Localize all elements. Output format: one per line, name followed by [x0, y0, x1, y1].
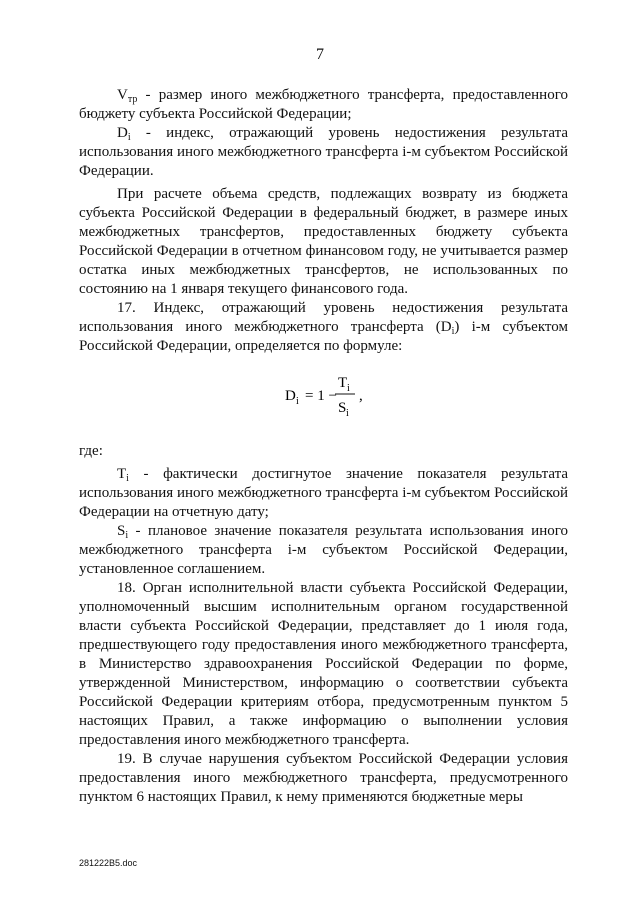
p17-after: ) i-м субъектом Российской Федерации, определяется по формуле: — [79, 319, 568, 354]
footer-filename: 281222B5.doc — [79, 858, 138, 868]
formula-equals: = 1 − — [305, 388, 337, 404]
si-text: - плановое значение показателя результата использования иного межбюджетного трансферта i-м субъектом Российской Федерации, установленное соглашением. — [79, 523, 568, 577]
paragraph-17 — [79, 299, 568, 356]
symbol-d-subscript: i — [127, 132, 131, 143]
symbol-s-subscript: i — [125, 530, 129, 541]
p17-subscript: i — [451, 326, 455, 337]
paragraph-18: 18. Орган исполнительной власти субъекта Российской Федерации, уполномоченный высшим исполнительным органом государственной власти субъекта Российской Федерации, представляет до 1 июля года, предшествующего году предоставления иного межбюджетного трансферта, в Министерство здравоохранения Российской Федерации по форме, утвержденной Министерством, информацию о соответствии субъекта Российской Федерации критериям отбора, предусмотренным пунктом 5 настоящих Правил, а также информацию о выполнении условия предоставления иного межбюджетного трансферта. — [79, 580, 568, 748]
formula-numerator: T — [338, 375, 348, 391]
symbol-t-subscript: i — [126, 473, 129, 484]
v-tr-text: - размер иного межбюджетного трансферта, предоставленного бюджету субъекта Российской Федерации; — [79, 87, 568, 122]
symbol-v: V — [117, 87, 128, 103]
paragraph-ti-definition — [79, 465, 568, 522]
ti-text: - фактически достигнутое значение показателя результата использования иного межбюджетного трансферта i-м субъектом Российской Федерации на отчетную дату; — [79, 466, 568, 520]
symbol-d: D — [117, 125, 128, 141]
where-label: где: — [79, 443, 103, 459]
formula-comma: , — [359, 388, 363, 404]
paragraph-v-tr-definition — [79, 86, 568, 124]
paragraph-19: 19. В случае нарушения субъектом Российской Федерации условия предоставления иного межбюджетного трансферта, предусмотренного пунктом 6 настоящих Правил, к нему применяются бюджетные меры — [79, 751, 568, 805]
formula-lhs: D — [285, 388, 296, 404]
document-body — [79, 86, 568, 807]
symbol-v-subscript: тр — [127, 94, 138, 105]
paragraph-calculation-note: При расчете объема средств, подлежащих возврату из бюджета субъекта Российской Федерации в федеральный бюджет, в размере иных межбюджетных трансфертов, предоставленных бюджету субъекта Российской Федерации в отчетном финансовом году, не учитывается размер остатка иных межбюджетных трансфертов, не использованных по состоянию на 1 января текущего финансового года. — [79, 186, 568, 297]
formula-denominator-sub: i — [346, 408, 349, 419]
formula-lhs-sub: i — [296, 396, 299, 407]
paragraph-si-definition — [79, 522, 568, 579]
formula-di — [79, 356, 568, 442]
symbol-t: T — [117, 466, 127, 482]
formula-numerator-sub: i — [347, 383, 350, 394]
formula-denominator: S — [338, 400, 347, 416]
p17-before: 17. Индекс, отражающий уровень недостижения результата использования иного межбюджетного трансферта (D — [79, 300, 568, 335]
formula-graphic — [79, 356, 568, 442]
paragraph-di-definition — [79, 124, 568, 181]
symbol-s: S — [117, 523, 126, 539]
di-text: - индекс, отражающий уровень недостижения результата использования иного межбюджетного трансферта i-м субъектом Российской Федерации. — [79, 125, 568, 179]
page-number: 7 — [316, 46, 324, 63]
